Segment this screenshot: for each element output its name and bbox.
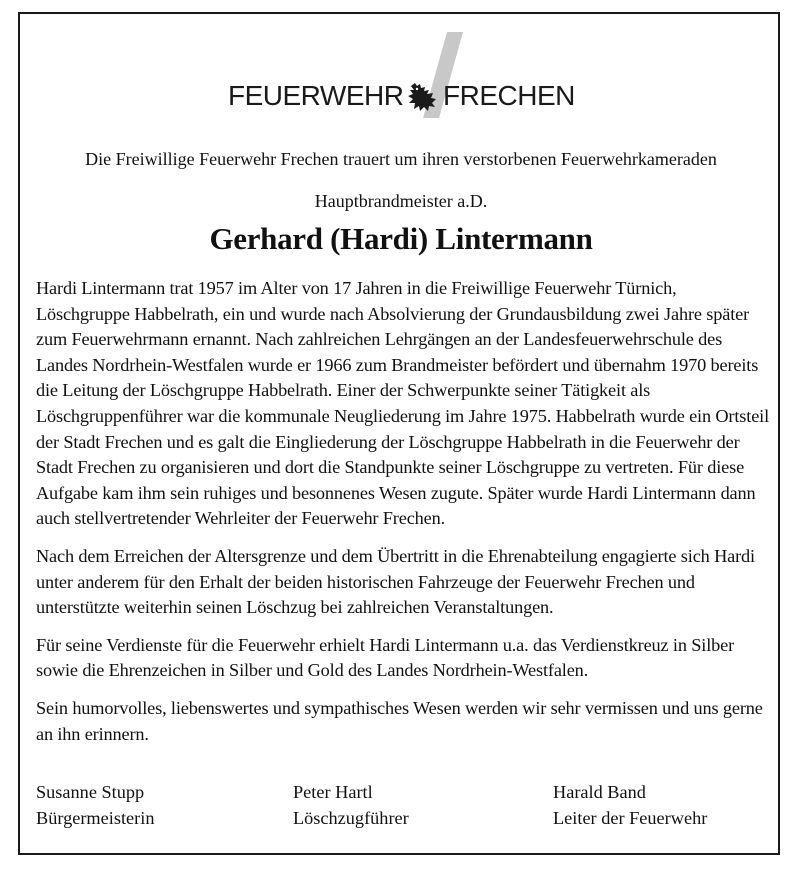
lion-rampant-icon (405, 80, 439, 114)
intro-text: Die Freiwillige Feuerwehr Frechen trauert um ihren verstorbenen Feuerwehrkameraden (85, 149, 717, 169)
signature-block (293, 780, 409, 831)
signatory-role: Leiter der Feuerwehr (553, 807, 708, 828)
signatory-role: Bürgermeisterin (36, 807, 155, 828)
paragraph-career: Hardi Lintermann trat 1957 im Alter von 17 Jahren in die Freiwillige Feuerwehr Türnich, Löschgruppe Habbelrath, ein und wurde nach Absolvierung der Grundausbildung zwei Jahre später zum Feuerwehrmann ernannt. Nach zahlreichen Lehrgängen an der Landesfeuerwehrschule des Landes Nordrhein-Westfalen wurde er 1966 zum Brandmeister befördert und übernahm 1970 bereits die Leitung der Löschgruppe Habbelrath. Einer der Schwerpunkte seiner Tätigkeit als Löschgruppenführer war die kommunale Neugliederung im Jahre 1975. Habbelrath wurde ein Ortsteil der Stadt Frechen und es galt die Eingliederung der Löschgruppe Habbelrath in die Feuerwehr der Stadt Frechen zu organisieren und dort die Standpunkte seiner Löschgruppe zu vertreten. Für diese Aufgabe kam ihm sein ruhiges und besonnenes Wesen zugute. Später wurde Hardi Lintermann dann auch stellvertretender Wehrleiter der Feuerwehr Frechen. (36, 278, 770, 529)
signatory-role: Löschzugführer (293, 807, 409, 828)
signatory-name: Peter Hartl (293, 782, 373, 802)
signatory-name: Susanne Stupp (36, 782, 145, 802)
signatory-name: Harald Band (553, 782, 646, 802)
logo-word-frechen: FRECHEN (443, 80, 575, 111)
signatures (36, 780, 772, 836)
logo-word-feuerwehr: FEUERWEHR (228, 80, 404, 111)
feuerwehr-frechen-logo (228, 30, 578, 120)
deceased-name: Gerhard (Hardi) Lintermann (209, 221, 593, 256)
rank-title: Hauptbrandmeister a.D. (314, 191, 488, 211)
paragraph-awards: Für seine Verdienste für die Feuerwehr erhielt Hardi Lintermann u.a. das Verdienstkreuz in Silber sowie die Ehrenzeichen in Silber und Gold des Landes Nordrhein-Westfalen. (36, 634, 735, 681)
signature-block (553, 780, 707, 831)
signature-block (36, 780, 154, 831)
paragraph-farewell: Sein humorvolles, liebenswertes und sympathisches Wesen werden wir sehr vermissen und uns gerne an ihn erinnern. (36, 697, 763, 744)
obituary-body (36, 276, 772, 759)
paragraph-honorary: Nach dem Erreichen der Altersgrenze und dem Übertritt in die Ehrenabteilung engagierte sich Hardi unter anderem für den Erhalt der beiden historischen Fahrzeuge der Feuerwehr Frechen und unterstützte weiterhin seinen Löschzug bei zahlreichen Veranstaltungen. (36, 545, 755, 618)
